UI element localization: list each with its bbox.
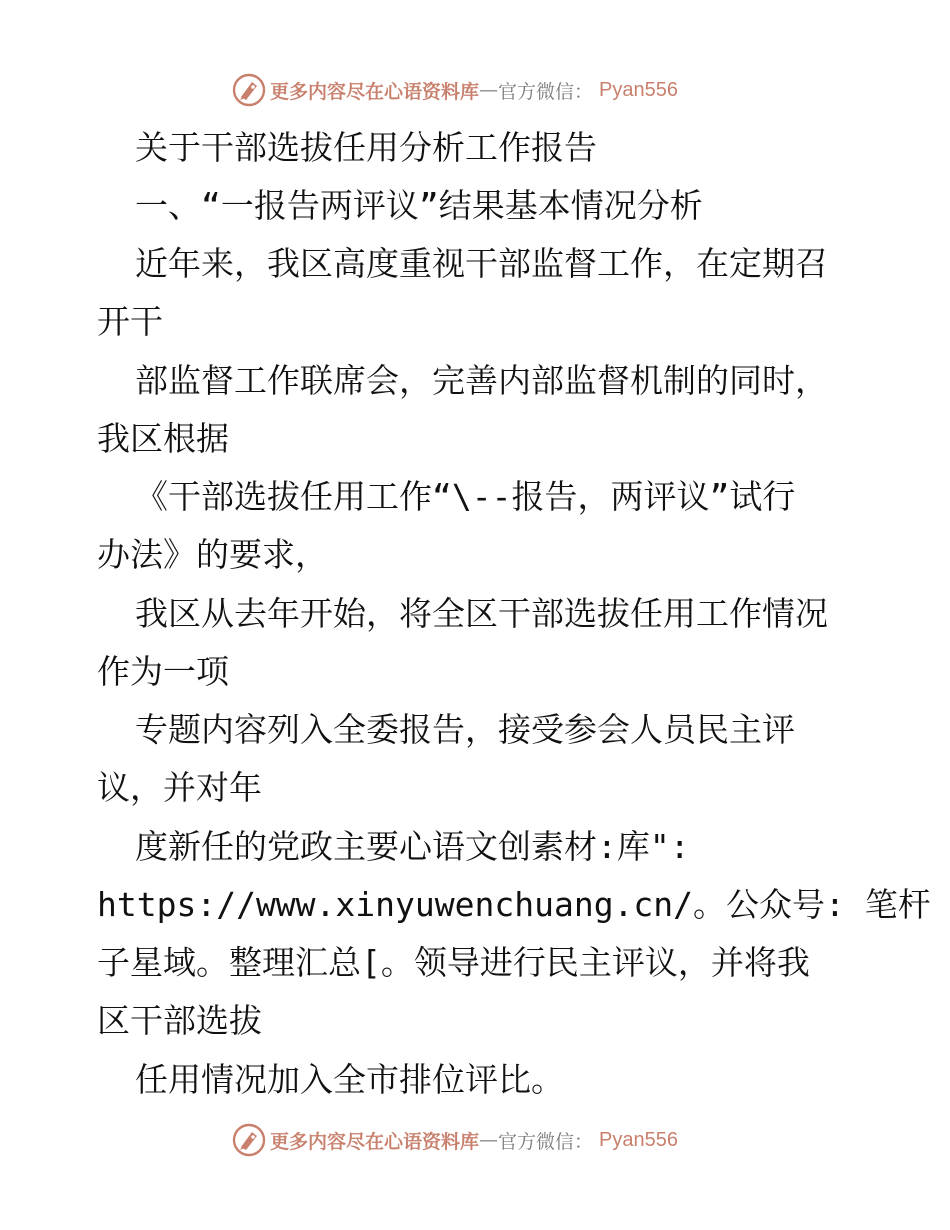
watermark-separator: —: [479, 79, 499, 101]
paragraph-line: 专题内容列入全委报告，接受参会人员民主评: [135, 710, 795, 749]
paragraph-line: 我区从去年开始，将全区干部选拔任用工作情况: [135, 594, 828, 633]
paragraph-line: 区干部选拔: [97, 1001, 262, 1040]
watermark-colon: ：: [574, 1130, 594, 1153]
watermark-separator: —: [479, 1129, 499, 1151]
paragraph-line: 度新任的党政主要心语文创素材:库":: [135, 827, 690, 866]
paragraph-line: 议，并对年: [97, 768, 262, 807]
watermark-main-text: 更多内容尽在心语资料库: [270, 1130, 480, 1153]
pen-nib-logo-icon: [232, 1123, 266, 1157]
paragraph-line: 我区根据: [97, 419, 229, 458]
paragraph-line: 《干部选拔任用工作“\--报告，两评议”试行: [135, 477, 796, 516]
paragraph-line: 子星域。整理汇总[。领导进行民主评议，并将我: [97, 943, 810, 982]
pen-nib-logo-icon: [232, 73, 266, 107]
paragraph-line: 任用情况加入全市排位评比。: [135, 1060, 564, 1099]
watermark-colon: ：: [574, 80, 594, 103]
paragraph-line: 部监督工作联席会，完善内部监督机制的同时，: [135, 361, 828, 400]
paragraph-line: 近年来，我区高度重视干部监督工作，在定期召: [135, 244, 828, 283]
watermark-main-text: 更多内容尽在心语资料库: [270, 80, 480, 103]
watermark-wechat-id: Pyan556: [599, 1128, 679, 1151]
footer-watermark: [232, 1120, 678, 1160]
document-title: 关于干部选拔任用分析工作报告: [135, 128, 597, 167]
watermark-official-label: 官方微信: [498, 1130, 575, 1153]
watermark-wechat-id: Pyan556: [599, 78, 679, 101]
paragraph-line: 办法》的要求，: [97, 535, 328, 574]
section-heading: 一、“一报告两评议”结果基本情况分析: [135, 186, 703, 225]
paragraph-line: 开干: [97, 302, 163, 341]
paragraph-line: 作为一项: [97, 652, 229, 691]
watermark-official-label: 官方微信: [498, 80, 575, 103]
paragraph-line: https://www.xinyuwenchuang.cn/。公众号: 笔杆: [97, 885, 931, 924]
header-watermark: [232, 70, 678, 110]
